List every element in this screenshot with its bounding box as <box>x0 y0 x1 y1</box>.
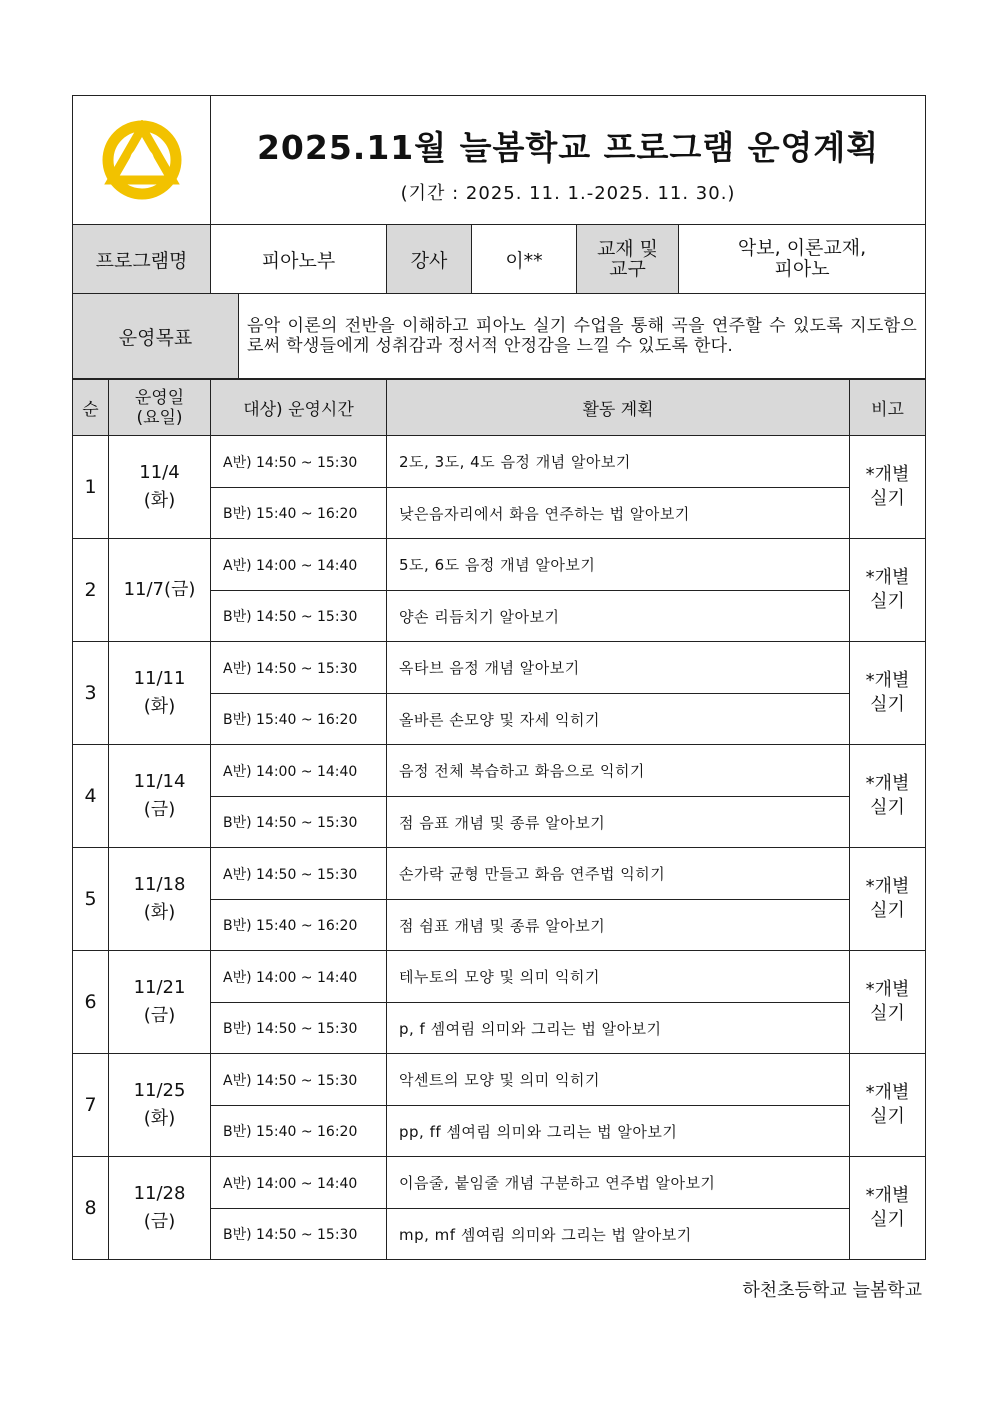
row-b-plan: mp, mf 셈여림 의미와 그리는 법 알아보기 <box>387 1209 850 1260</box>
row-b-plan: pp, ff 셈여림 의미와 그리는 법 알아보기 <box>387 1106 850 1157</box>
page-title: 2025.11월 늘봄학교 프로그램 운영계획 <box>256 127 880 167</box>
column-plan: 활동 계획 <box>387 380 850 436</box>
row-b-plan: 양손 리듬치기 알아보기 <box>387 591 850 642</box>
row-a-plan: 옥타브 음정 개념 알아보기 <box>387 642 850 694</box>
row-a-plan: 이음줄, 붙임줄 개념 구분하고 연주법 알아보기 <box>387 1157 850 1209</box>
school-logo-icon <box>100 120 184 200</box>
row-b-time: B반) 15:40 ~ 16:20 <box>211 488 387 539</box>
row-note-line-1: *개별 <box>865 567 910 588</box>
teacher-label: 강사 <box>387 225 472 294</box>
goal-label: 운영목표 <box>73 294 239 379</box>
row-a-plan: 2도, 3도, 4도 음정 개념 알아보기 <box>387 436 850 488</box>
row-b-time: B반) 15:40 ~ 16:20 <box>211 694 387 745</box>
row-date <box>109 745 211 848</box>
row-date <box>109 436 211 539</box>
row-note <box>850 539 926 642</box>
program-value: 피아노부 <box>211 225 387 294</box>
row-a-time: A반) 14:50 ~ 15:30 <box>211 848 387 900</box>
column-time: 대상) 운영시간 <box>211 380 387 436</box>
row-date-line-2: (금) <box>143 1005 176 1026</box>
table-row <box>73 1157 926 1209</box>
row-b-time: B반) 15:40 ~ 16:20 <box>211 900 387 951</box>
row-a-time: A반) 14:00 ~ 14:40 <box>211 745 387 797</box>
row-a-plan: 테누토의 모양 및 의미 익히기 <box>387 951 850 1003</box>
row-note-line-2: 실기 <box>870 488 905 509</box>
column-date-line-1: 운영일 <box>134 387 185 408</box>
row-note-line-1: *개별 <box>865 1082 910 1103</box>
table-row <box>73 951 926 1003</box>
row-date <box>109 1054 211 1157</box>
row-note-line-2: 실기 <box>870 1003 905 1024</box>
row-b-plan: 올바른 손모양 및 자세 익히기 <box>387 694 850 745</box>
row-note <box>850 1054 926 1157</box>
material-label-line-1: 교재 및 <box>596 238 659 260</box>
row-b-time: B반) 14:50 ~ 15:30 <box>211 797 387 848</box>
column-date-line-2: (요일) <box>136 407 183 428</box>
teacher-value: 이** <box>472 225 577 294</box>
table-row <box>73 848 926 900</box>
row-note <box>850 745 926 848</box>
row-note-line-1: *개별 <box>865 464 910 485</box>
row-note-line-1: *개별 <box>865 1185 910 1206</box>
logo-cell <box>73 96 211 225</box>
table-row <box>73 1054 926 1106</box>
row-b-plan: 낮은음자리에서 화음 연주하는 법 알아보기 <box>387 488 850 539</box>
row-date-line-2: (화) <box>143 1108 176 1129</box>
column-date <box>109 380 211 436</box>
row-date <box>109 539 211 642</box>
row-number: 3 <box>73 642 109 745</box>
material-value-line-1: 악보, 이론교재, <box>737 237 867 259</box>
footer-school-name: 하천초등학교 늘봄학교 <box>742 1280 922 1301</box>
table-row <box>73 539 926 591</box>
row-date-line-2: (화) <box>143 902 176 923</box>
row-date-line-1: 11/11 <box>133 668 186 689</box>
row-date-line-1: 11/14 <box>133 771 186 792</box>
row-note-line-2: 실기 <box>870 1106 905 1127</box>
row-date-line-2: (금) <box>143 1211 176 1232</box>
document <box>72 95 925 1260</box>
material-label-line-2: 교구 <box>609 258 646 280</box>
row-note-line-2: 실기 <box>870 797 905 818</box>
row-a-time: A반) 14:00 ~ 14:40 <box>211 1157 387 1209</box>
row-number: 7 <box>73 1054 109 1157</box>
row-date-line-1: 11/21 <box>133 977 186 998</box>
row-date <box>109 848 211 951</box>
row-note-line-1: *개별 <box>865 773 910 794</box>
title-cell <box>211 96 926 225</box>
row-number: 8 <box>73 1157 109 1260</box>
row-b-time: B반) 14:50 ~ 15:30 <box>211 591 387 642</box>
row-note-line-2: 실기 <box>870 900 905 921</box>
row-b-plan: p, f 셈여림 의미와 그리는 법 알아보기 <box>387 1003 850 1054</box>
row-number: 2 <box>73 539 109 642</box>
row-date-line-1: 11/18 <box>133 874 186 895</box>
row-date <box>109 642 211 745</box>
row-date-line-1: 11/4 <box>139 462 180 483</box>
row-note <box>850 642 926 745</box>
table-row <box>73 642 926 694</box>
row-a-time: A반) 14:00 ~ 14:40 <box>211 539 387 591</box>
table-row <box>73 436 926 488</box>
period-text: (기간 : 2025. 11. 1.-2025. 11. 30.) <box>400 182 736 204</box>
row-note <box>850 848 926 951</box>
row-note-line-1: *개별 <box>865 670 910 691</box>
row-a-plan: 악센트의 모양 및 의미 익히기 <box>387 1054 850 1106</box>
row-note-line-2: 실기 <box>870 694 905 715</box>
row-number: 6 <box>73 951 109 1054</box>
program-label: 프로그램명 <box>73 225 211 294</box>
row-a-plan: 손가락 균형 만들고 화음 연주법 익히기 <box>387 848 850 900</box>
row-a-plan: 음정 전체 복습하고 화음으로 익히기 <box>387 745 850 797</box>
row-a-time: A반) 14:50 ~ 15:30 <box>211 1054 387 1106</box>
row-note-line-1: *개별 <box>865 876 910 897</box>
row-number: 4 <box>73 745 109 848</box>
row-b-time: B반) 15:40 ~ 16:20 <box>211 1106 387 1157</box>
row-date-line-2: (금) <box>143 799 176 820</box>
material-label <box>577 225 679 294</box>
row-note-line-1: *개별 <box>865 979 910 1000</box>
row-note <box>850 951 926 1054</box>
row-date-line-1: 11/7(금) <box>123 579 196 600</box>
row-note <box>850 436 926 539</box>
row-b-time: B반) 14:50 ~ 15:30 <box>211 1209 387 1260</box>
row-number: 5 <box>73 848 109 951</box>
row-date-line-1: 11/25 <box>133 1080 186 1101</box>
row-a-plan: 5도, 6도 음정 개념 알아보기 <box>387 539 850 591</box>
row-date-line-2: (화) <box>143 696 176 717</box>
column-no: 순 <box>73 380 109 436</box>
schedule-table <box>72 379 926 1260</box>
row-b-plan: 점 음표 개념 및 종류 알아보기 <box>387 797 850 848</box>
row-date <box>109 951 211 1054</box>
material-value <box>679 225 926 294</box>
row-date <box>109 1157 211 1260</box>
row-note-line-2: 실기 <box>870 591 905 612</box>
header-table <box>72 95 926 379</box>
row-a-time: A반) 14:50 ~ 15:30 <box>211 436 387 488</box>
row-b-plan: 점 쉼표 개념 및 종류 알아보기 <box>387 900 850 951</box>
row-date-line-2: (화) <box>143 490 176 511</box>
row-a-time: A반) 14:50 ~ 15:30 <box>211 642 387 694</box>
material-value-line-2: 피아노 <box>774 258 830 280</box>
row-date-line-1: 11/28 <box>133 1183 186 1204</box>
row-number: 1 <box>73 436 109 539</box>
row-a-time: A반) 14:00 ~ 14:40 <box>211 951 387 1003</box>
goal-text: 음악 이론의 전반을 이해하고 피아노 실기 수업을 통해 곡을 연주할 수 있도록 지도함으로써 학생들에게 성취감과 정서적 안정감을 느낄 수 있도록 한다. <box>239 294 926 379</box>
row-note-line-2: 실기 <box>870 1209 905 1230</box>
table-row <box>73 745 926 797</box>
row-b-time: B반) 14:50 ~ 15:30 <box>211 1003 387 1054</box>
row-note <box>850 1157 926 1260</box>
column-note: 비고 <box>850 380 926 436</box>
